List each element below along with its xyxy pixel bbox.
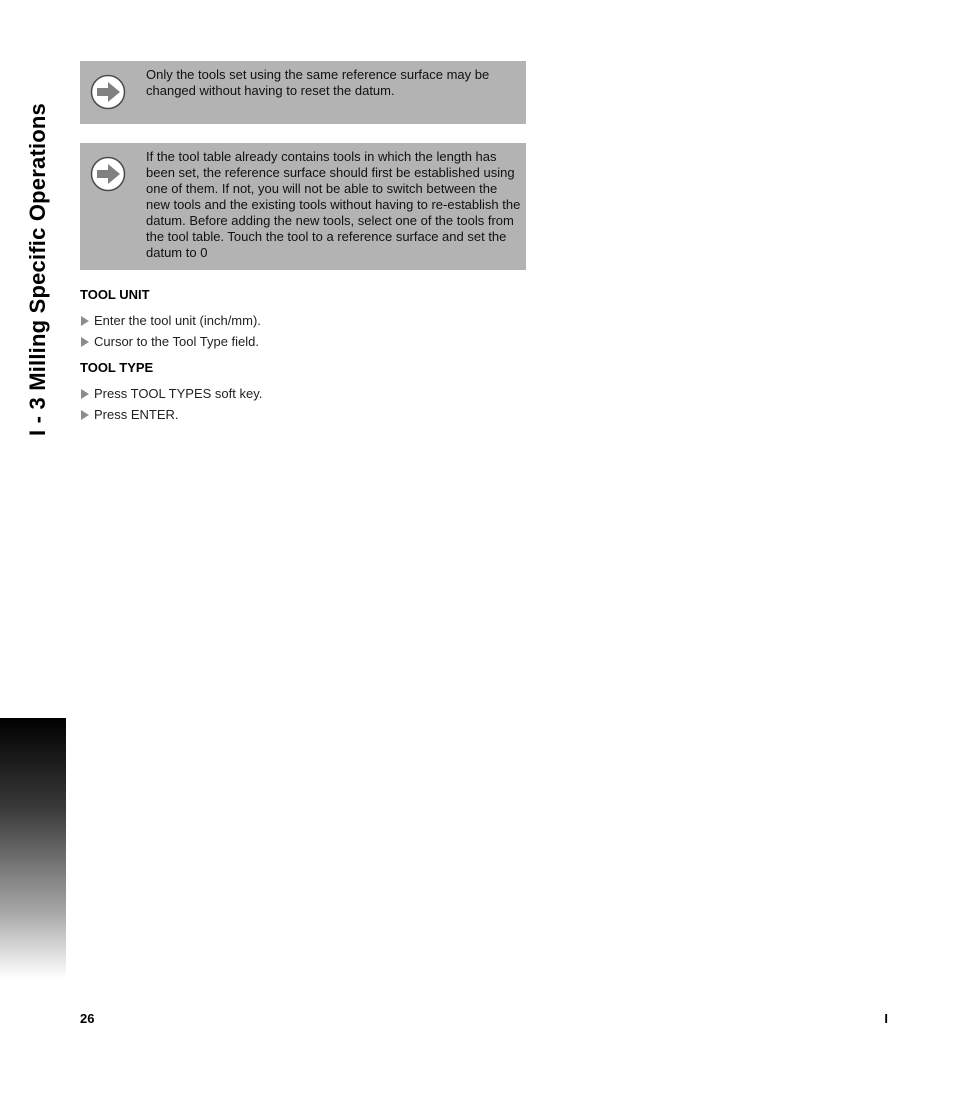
list-item [80,386,526,402]
step-text: Cursor to the Tool Type field. [94,334,260,349]
step-text: Press TOOL TYPES soft key. [94,386,263,401]
step-list [80,313,526,350]
triangle-bullet-icon [81,337,89,347]
section-tool-unit [80,287,526,355]
page-number: 26 [80,1011,95,1026]
arrow-right-icon [90,74,126,110]
note-box [80,143,526,270]
note-box [80,61,526,124]
arrow-right-icon [90,156,126,192]
triangle-bullet-icon [81,316,89,326]
step-list [80,386,526,423]
chapter-mark: I [884,1011,888,1026]
section-heading: TOOL TYPE [80,360,154,375]
triangle-bullet-icon [81,410,89,420]
step-text: Enter the tool unit (inch/mm). [94,313,261,328]
triangle-bullet-icon [81,389,89,399]
note-text: If the tool table already contains tools in which the length has been set, the reference surface should first be established using one of them. If not, you will not be able to switch between the new tools and the existing tools without having to re-establish the datum. Before adding the new tools, select one of the tools from the tool table. Touch the tool to a reference surface and set the datum to 0 [146,149,521,260]
section-heading: TOOL UNIT [80,287,150,302]
chapter-gradient-tab [0,718,66,978]
list-item [80,334,526,350]
note-text: Only the tools set using the same reference surface may be changed without having to reset the datum. [146,67,490,98]
section-tool-type [80,360,526,428]
list-item [80,313,526,329]
chapter-side-title: I - 3 Milling Specific Operations [25,103,50,436]
step-text: Press ENTER. [94,407,179,422]
list-item [80,407,526,423]
